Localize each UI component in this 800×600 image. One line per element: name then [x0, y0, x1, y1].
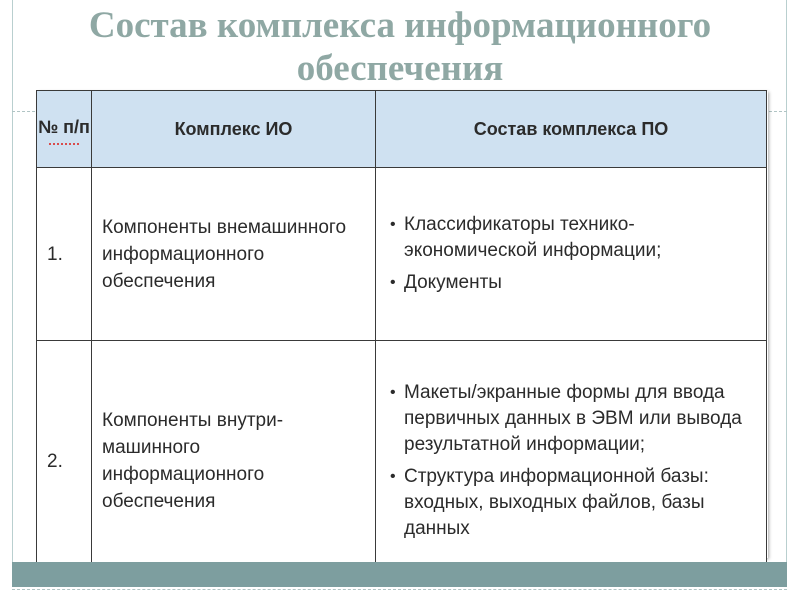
slide-title — [40, 4, 760, 90]
list-item-text: Структура информационной базы: входных, выходных файлов, базы данных — [404, 466, 709, 539]
slide-title-line-1: Состав комплекса информационного — [88, 5, 712, 46]
table-header-row — [37, 91, 767, 168]
slide-title-line-2: обеспечения — [296, 48, 504, 89]
header-complex: Комплекс ИО — [92, 91, 376, 168]
header-composition: Состав комплекса ПО — [376, 91, 767, 168]
table-row — [37, 341, 767, 582]
bullet-icon: • — [390, 216, 396, 233]
information-support-table — [36, 90, 767, 582]
footer-bar — [12, 562, 787, 587]
row-number: 1. — [37, 168, 92, 341]
table-row — [37, 168, 767, 341]
complex-cell: Компоненты внемашинного информационного обеспечения — [92, 168, 376, 341]
complex-cell: Компоненты внутри-машинного информационного обеспечения — [92, 341, 376, 582]
bullet-icon: • — [390, 384, 396, 401]
list-item — [390, 464, 754, 542]
list-item — [390, 270, 754, 296]
footer-divider — [12, 589, 787, 590]
row-number: 2. — [37, 341, 92, 582]
slide-frame-right — [786, 0, 787, 562]
bullet-icon: • — [390, 274, 396, 291]
spellcheck-underline — [49, 140, 79, 145]
composition-cell — [376, 168, 767, 341]
list-item-text: Классификаторы технико-экономической информации; — [404, 214, 662, 261]
slide-frame-left — [12, 0, 13, 562]
bullet-icon: • — [390, 468, 396, 485]
composition-cell — [376, 341, 767, 582]
list-item-text: Документы — [404, 272, 502, 293]
list-item-text: Макеты/экранные формы для ввода первичных данных в ЭВМ или вывода результатной информации; — [404, 382, 742, 455]
list-item — [390, 380, 754, 458]
header-number — [37, 91, 92, 168]
list-item — [390, 212, 754, 264]
header-number-label: № п/п — [38, 116, 90, 137]
